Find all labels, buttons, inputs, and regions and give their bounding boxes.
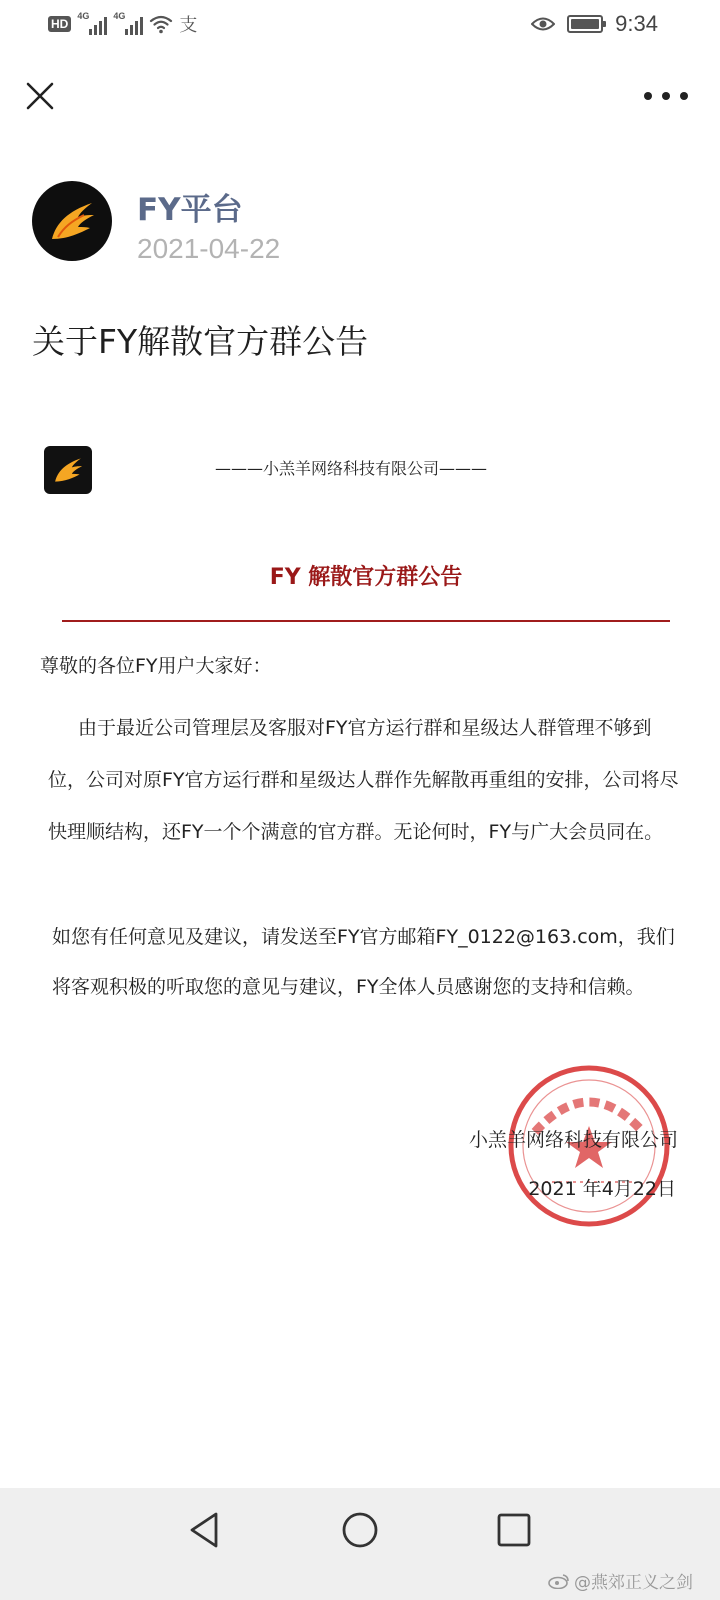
publish-date: 2021-04-22 [137,233,281,264]
signal-icon [113,13,143,35]
notice-title-text: FY 解散官方群公告 [269,565,463,590]
account-avatar[interactable] [32,181,112,261]
network-type-label: 4G [77,11,90,21]
title-divider [62,620,670,622]
notice-paragraph-2: 如您有任何意见及建议，请发送至FY官方邮箱FY_0122@163.com，我们将客观积极的听取您的意见与建议，FY全体人员感谢您的支持和信赖。 [52,926,675,998]
alipay-icon: 支 [179,15,198,36]
signal-icon [77,13,107,35]
status-left [48,10,197,38]
battery-level [571,19,599,29]
network-type-label: 4G [113,11,126,21]
wing-icon [44,193,100,249]
wing-icon [50,452,86,488]
company-logo [44,446,92,494]
close-icon[interactable] [22,78,58,114]
company-header: ———小羔羊网络科技有限公司——— [215,459,488,478]
signature-date: 2021 年4月22日 [528,1178,676,1200]
recent-apps-icon[interactable] [496,1512,532,1548]
status-right [531,10,658,38]
wifi-icon [149,14,173,34]
eye-icon [531,16,555,32]
battery-icon [567,15,603,33]
notice-paragraph-1 [48,702,688,858]
dot [662,92,670,100]
signature-company: 小羔羊网络科技有限公司 [468,1129,678,1151]
paragraph-1-text: 由于最近公司管理层及客服对FY官方运行群和星级达人群管理不够到位，公司对原FY官方运行群和星级达人群作先解散再重组的安排，公司将尽快理顺结构，还FY一个个满意的官方群。无论何时，FY与广大会员同在。 [48,717,679,843]
watermark-text: @燕郊正义之剑 [574,1573,693,1593]
home-icon[interactable] [340,1510,380,1550]
notice-image [0,430,720,1270]
status-bar [0,0,720,48]
status-time: 9:34 [615,11,658,36]
more-icon[interactable] [644,84,688,108]
dot [644,92,652,100]
hd-icon: HD [48,16,71,32]
watermark [548,1568,693,1593]
account-name[interactable]: FY平台 [137,192,243,228]
notice-title [0,560,720,591]
back-icon[interactable] [184,1508,224,1552]
article-title: 关于FY解散官方群公告 [32,322,369,361]
greeting: 尊敬的各位FY用户大家好： [40,655,272,677]
weibo-icon [548,1573,570,1589]
dot [680,92,688,100]
